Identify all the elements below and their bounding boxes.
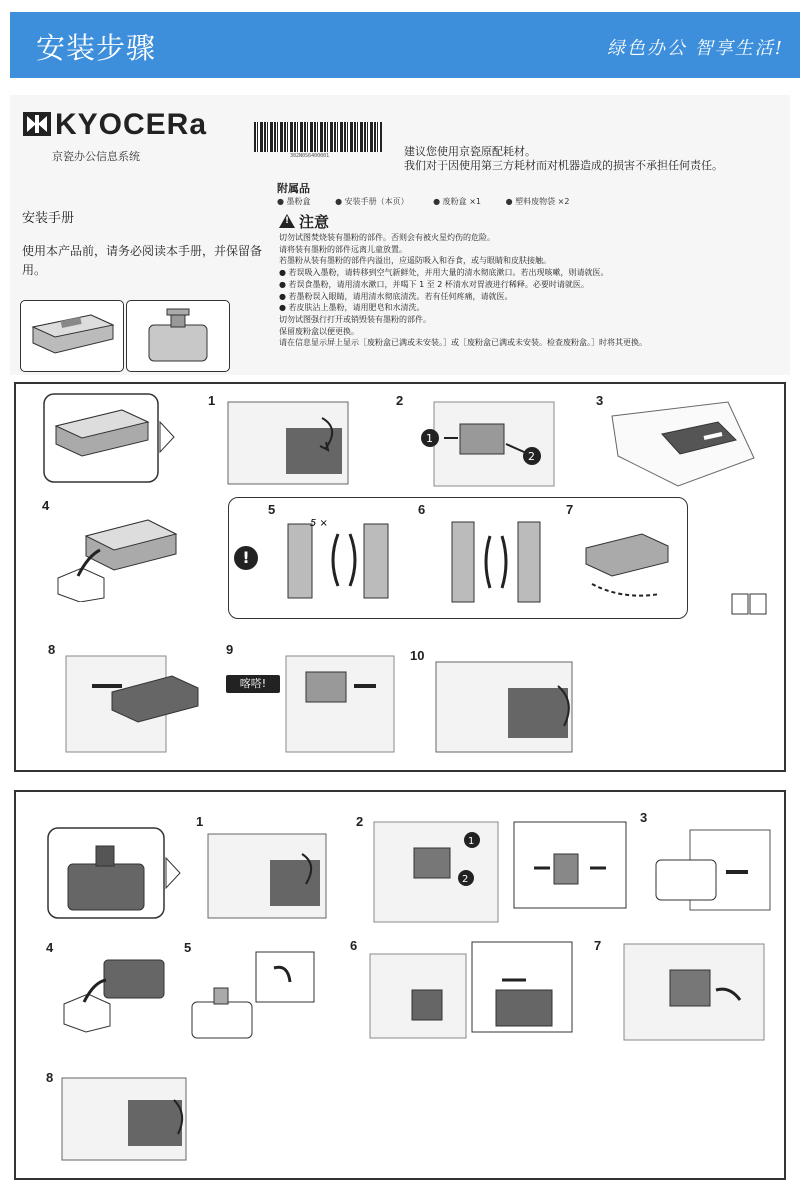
- click-sound-label: 喀嗒!: [226, 675, 280, 693]
- accessories-title: 附属品: [277, 182, 310, 195]
- shake-count-label: 5 ×: [310, 518, 328, 529]
- barcode-number: 302N0S6400001: [290, 153, 330, 159]
- toner-step-6-number: 6: [418, 502, 426, 517]
- header-slogan: 绿色办公 智享生活!: [607, 38, 784, 59]
- manual-title: 安装手册: [22, 211, 75, 226]
- kyocera-mark-icon: [22, 111, 52, 137]
- accessory-item: ● 墨粉盒: [277, 197, 311, 206]
- caution-line: 请在信息显示屏上显示［废粉盒已满或未安装。］或［废粉盒已满或未安装。检查废粉盒。］时将其更换。: [279, 338, 647, 348]
- turn-page-icon: [730, 592, 770, 616]
- waste-step-6-number: 6: [350, 938, 358, 953]
- close-front-cover-illustration: [58, 1074, 190, 1164]
- caution-title-text: 注意: [299, 213, 330, 231]
- waste-step-2-number: 2: [356, 814, 364, 829]
- unpack-waste-box-illustration: [60, 946, 172, 1034]
- caution-heading: [279, 211, 329, 232]
- warning-triangle-icon: !: [279, 214, 295, 228]
- accessories-list: [277, 196, 591, 207]
- recommendation-line-1: 建议您使用京瓷原配耗材。: [404, 145, 536, 158]
- page-header: [10, 12, 800, 78]
- svg-text:1: 1: [468, 836, 475, 847]
- shake-toner-up-down-illustration: [424, 514, 564, 612]
- barcode: [254, 122, 382, 152]
- toner-step-4-number: 4: [42, 498, 50, 513]
- svg-text:2: 2: [528, 450, 535, 463]
- shake-toner-horizontal-illustration: [572, 514, 682, 612]
- caution-text: [279, 232, 789, 349]
- insert-new-waste-box-illustration: [366, 940, 576, 1040]
- svg-text:2: 2: [462, 874, 469, 885]
- toner-cartridge-icon: [21, 301, 123, 371]
- toner-cartridge-thumbnail: [20, 300, 124, 372]
- open-front-cover-illustration: [226, 398, 358, 490]
- close-front-cover-illustration: [432, 658, 578, 762]
- waste-box-illustration: [46, 826, 196, 922]
- toner-step-8-number: 8: [48, 642, 56, 657]
- toner-step-9-number: 9: [226, 642, 234, 657]
- waste-step-1-number: 1: [196, 814, 204, 829]
- caution-line: ● 若误食墨粉，请用清水漱口，并喝下 1 至 2 杯清水对胃液进行稀释。必要时请就医。: [279, 279, 589, 289]
- waste-step-3-number: 3: [640, 810, 648, 825]
- remove-old-toner-illustration: [414, 398, 564, 490]
- recommendation-line-2: 我们对于因使用第三方耗材而对机器造成的损害不承担任何责任。: [404, 159, 723, 172]
- waste-toner-box-icon: [127, 301, 229, 371]
- manual-note: 使用本产品前，请务必阅读本手册，并保留备用。: [22, 244, 263, 277]
- toner-step-3-number: 3: [596, 393, 604, 408]
- insert-new-toner-illustration: [62, 652, 208, 756]
- bag-old-toner-illustration: [608, 396, 756, 490]
- svg-text:1: 1: [426, 432, 433, 445]
- bag-waste-box-illustration: [650, 826, 774, 912]
- waste-step-4-number: 4: [46, 940, 54, 955]
- caution-line: 保留废粉盒以便更换。: [279, 326, 359, 336]
- logo-text: KYOCERa: [55, 108, 208, 141]
- caution-line: ● 若误吸入墨粉，请转移到空气新鲜处，并用大量的清水彻底漱口。若出现咳嗽，则请就医。: [279, 268, 609, 278]
- toner-step-1-number: 1: [208, 393, 216, 408]
- push-toner-in-illustration: [282, 652, 398, 756]
- accessory-item: ● 塑料废物袋 ×2: [505, 197, 570, 206]
- push-waste-box-in-illustration: [620, 940, 770, 1044]
- logo-subtitle: 京瓷办公信息系统: [52, 150, 140, 163]
- page-title: 安装步骤: [36, 31, 157, 65]
- exclamation-icon: !: [234, 546, 258, 570]
- toner-step-10-number: 10: [410, 648, 425, 663]
- toner-step-7-number: 7: [566, 502, 574, 517]
- kyocera-logo: [22, 108, 207, 142]
- caution-line: 请将装有墨粉的部件远离儿童放置。: [279, 244, 407, 254]
- accessory-item: ● 安装手册（本页）: [335, 197, 409, 206]
- waste-step-7-number: 7: [594, 938, 602, 953]
- caution-line: 切勿试图强行打开或销毁装有墨粉的部件。: [279, 314, 431, 324]
- toner-step-2-number: 2: [396, 393, 404, 408]
- waste-step-8-number: 8: [46, 1070, 54, 1085]
- shake-toner-vertical-illustration: [266, 514, 406, 612]
- unpack-new-toner-illustration: [52, 510, 182, 602]
- toner-step-5-number: 5: [268, 502, 276, 517]
- caution-line: ● 若墨粉误入眼睛，请用清水彻底清洗。若有任何疼痛，请就医。: [279, 291, 513, 301]
- caution-line: ● 若皮肤沾上墨粉，请用肥皂和水清洗。: [279, 303, 425, 313]
- caution-line: 切勿试图焚烧装有墨粉的部件。否则会有被火星灼伤的危险。: [279, 233, 495, 242]
- open-front-cover-illustration: [206, 830, 332, 922]
- waste-step-5-number: 5: [184, 940, 192, 955]
- remove-waste-box-illustration: [370, 818, 634, 926]
- toner-cartridge-illustration: [42, 392, 190, 486]
- close-waste-box-cap-illustration: [188, 948, 318, 1044]
- accessory-item: ● 废粉盒 ×1: [433, 197, 482, 206]
- caution-line: 若墨粉从装有墨粉的部件内溢出，应遥防吸入和吞食，或与眼睛和皮肤接触。: [279, 256, 551, 266]
- waste-box-thumbnail: [126, 300, 230, 372]
